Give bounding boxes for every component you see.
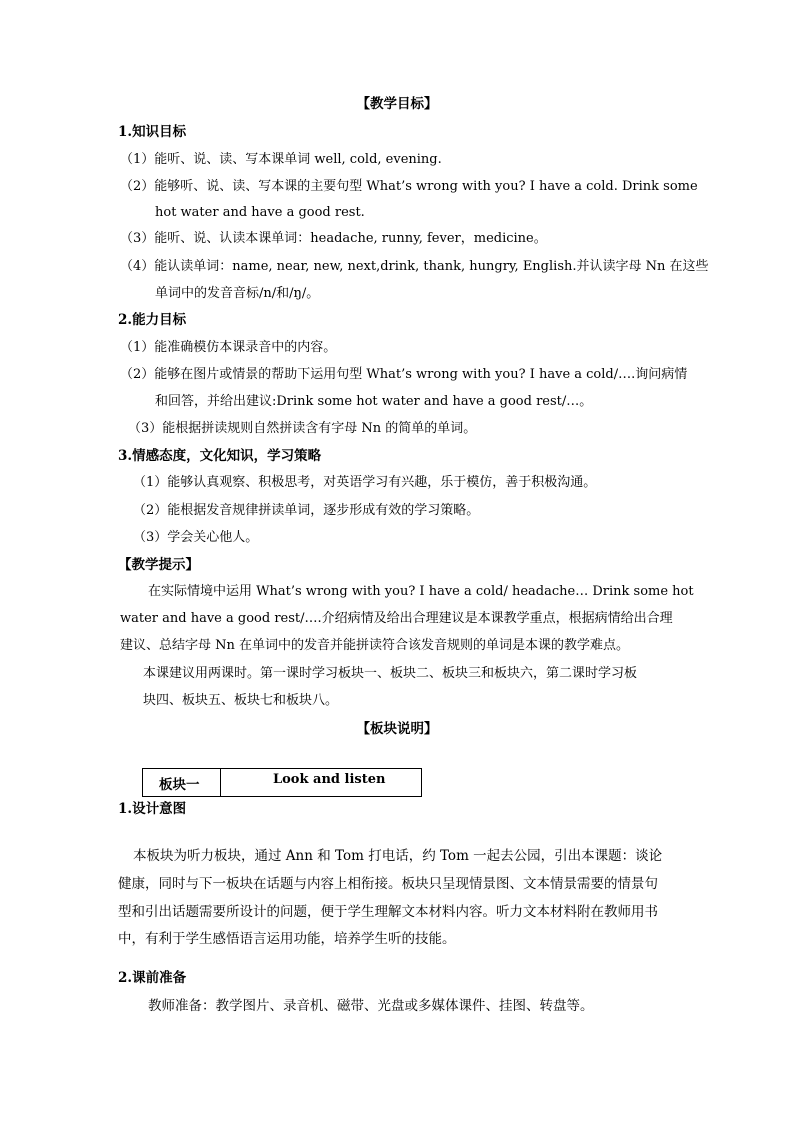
section-heading-blocks: 【板块说明】 <box>356 721 438 737</box>
block-number: 板块一 <box>159 777 200 793</box>
knowledge-goal-2-cont: hot water and have a good rest. <box>155 205 365 220</box>
knowledge-goal-3: （3）能听、说、认读本课单词：headache, runny, fever，medicine。 <box>120 231 547 246</box>
design-intent-line-1: 本板块为听力板块，通过 Ann 和 Tom 打电话，约 Tom 一起去公园，引出本课题：谈论 <box>133 848 663 864</box>
design-intent-line-3: 型和引出话题需要所设计的问题，便于学生理解文本材料内容。听力文本材料附在教师用书 <box>118 904 658 920</box>
teaching-tips-line-4: 本课建议用两课时。第一课时学习板块一、板块二、板块三和板块六，第二课时学习板 <box>143 666 638 681</box>
attitude-goal-2: （2）能根据发音规律拼读单词，逐步形成有效的学习策略。 <box>133 503 480 518</box>
design-intent-line-2: 健康，同时与下一板块在话题与内容上相衔接。板块只呈现情景图、文本情景需要的情景句 <box>118 876 658 892</box>
ability-goal-3: （3）能根据拼读规则自然拼读含有字母 Nn 的简单的单词。 <box>128 421 477 436</box>
teaching-tips-line-5: 块四、板块五、板块七和板块八。 <box>143 693 339 708</box>
knowledge-goal-4-cont: 单词中的发音音标/n/和/ŋ/。 <box>155 286 320 301</box>
preparation-title: 2.课前准备 <box>118 970 187 986</box>
block-table <box>142 768 422 797</box>
teaching-tips-line-1: 在实际情境中运用 What’s wrong with you? I have a cold/ headache… Drink some hot <box>148 584 694 599</box>
ability-goals-title: 2.能力目标 <box>118 312 187 328</box>
section-heading-goals: 【教学目标】 <box>356 96 438 112</box>
ability-goal-2: （2）能够在图片或情景的帮助下运用句型 What’s wrong with you? I have a cold/….询问病情 <box>120 367 688 382</box>
ability-goal-1: （1）能准确模仿本课录音中的内容。 <box>120 340 337 355</box>
design-intent-title: 1.设计意图 <box>118 801 187 817</box>
attitude-goals-title: 3.情感态度，文化知识，学习策略 <box>118 448 322 464</box>
knowledge-goals-title: 1.知识目标 <box>118 124 187 140</box>
attitude-goal-3: （3）学会关心他人。 <box>133 530 259 545</box>
teaching-tips-line-3: 建议、总结字母 Nn 在单词中的发音并能拼读符合该发音规则的单词是本课的教学难点。 <box>120 638 630 653</box>
knowledge-goal-1: （1）能听、说、读、写本课单词 well, cold, evening. <box>120 152 442 167</box>
ability-goal-2-cont: 和回答，并给出建议:Drink some hot water and have a good rest/…。 <box>155 394 593 409</box>
preparation-line: 教师准备：教学图片、录音机、磁带、光盘或多媒体课件、挂图、转盘等。 <box>148 998 594 1014</box>
knowledge-goal-2: （2）能够听、说、读、写本课的主要句型 What’s wrong with you? I have a cold. Drink some <box>120 179 698 194</box>
teaching-tips-line-2: water and have a good rest/….介绍病情及给出合理建议是本课教学重点，根据病情给出合理 <box>120 611 673 626</box>
attitude-goal-1: （1）能够认真观察、积极思考，对英语学习有兴趣，乐于模仿，善于积极沟通。 <box>133 475 597 490</box>
block-table-cell-1 <box>143 769 221 796</box>
knowledge-goal-4: （4）能认读单词：name, near, new, next,drink, thank, hungry, English.并认读字母 Nn 在这些 <box>120 259 709 274</box>
block-title: Look and listen <box>273 772 386 787</box>
design-intent-line-4: 中，有利于学生感悟语言运用功能，培养学生听的技能。 <box>118 931 456 947</box>
teaching-tips-title: 【教学提示】 <box>118 557 199 573</box>
